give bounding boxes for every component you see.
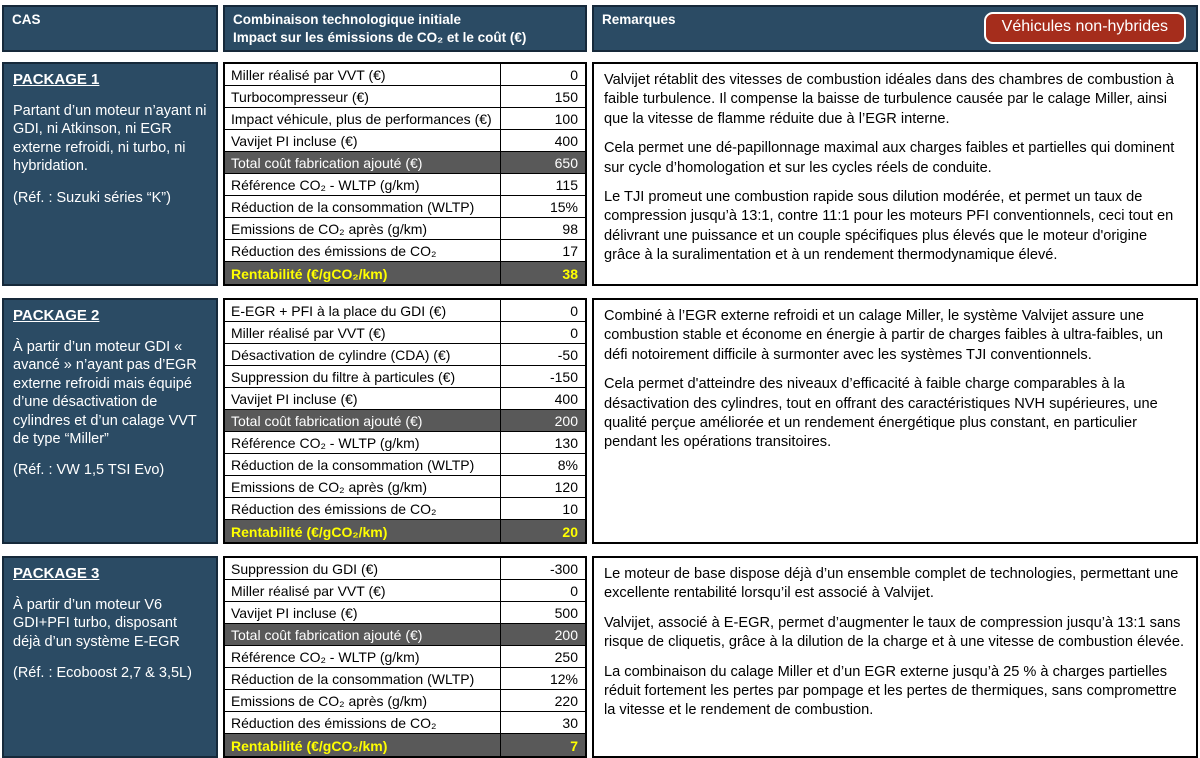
header-combination-line2: Impact sur les émissions de CO₂ et le coût (€) (233, 29, 527, 45)
table-row (225, 322, 585, 344)
table-row (225, 366, 585, 388)
table-row (225, 602, 585, 624)
table-row (225, 108, 585, 130)
row-value: 7 (570, 737, 578, 754)
case-panel (2, 298, 218, 544)
row-label: Total coût fabrication ajouté (€) (225, 410, 501, 431)
table-row (225, 196, 585, 218)
row-label: Rentabilité (€/gCO₂/km) (225, 520, 501, 542)
row-label: Emissions de CO₂ après (g/km) (225, 690, 501, 711)
table-row (225, 558, 585, 580)
table-row (225, 240, 585, 262)
row-label: Total coût fabrication ajouté (€) (225, 624, 501, 645)
row-value: 17 (562, 243, 578, 259)
tech-table (223, 298, 587, 544)
slide-page (2, 0, 1198, 758)
table-header (2, 5, 1198, 49)
row-value: 38 (562, 265, 578, 282)
table-row (225, 300, 585, 322)
table-row (225, 152, 585, 174)
row-value: 120 (554, 479, 578, 495)
remark-paragraph: Le TJI promeut une combustion rapide sous dilution modérée, et permet un taux de compression jusqu’à 13:1, contre 11:1 pour les moteurs PFI conventionnels, ceci tout en délivrant une puissance et un couple spécifiques plus élevés que le moteur d'origine grâce à la suralimentation et à un rendement thermodynamique élevé. (604, 189, 1174, 264)
row-value: 130 (554, 435, 578, 451)
table-row (225, 454, 585, 476)
remark-paragraph: Le moteur de base dispose déjà d’un ensemble complet de technologies, permettant une excellente rentabilité lorsqu’il est associé à Valvijet. (604, 566, 1179, 602)
row-value: 100 (554, 111, 578, 127)
row-label: Miller réalisé par VVT (€) (225, 580, 501, 601)
table-row (225, 624, 585, 646)
row-value: 150 (554, 89, 578, 105)
row-label: Réduction des émissions de CO₂ (225, 712, 501, 733)
row-label: Vavijet PI incluse (€) (225, 388, 501, 409)
header-cas-label: CAS (12, 12, 41, 27)
row-value: 200 (554, 413, 578, 429)
row-label: Emissions de CO₂ après (g/km) (225, 476, 501, 497)
header-remarks (592, 5, 1198, 52)
row-value: 12% (549, 671, 578, 687)
row-value: 115 (555, 177, 578, 193)
row-label: Réduction de la consommation (WLTP) (225, 454, 501, 475)
row-value: -150 (549, 369, 578, 385)
table-row (225, 64, 585, 86)
row-label: Suppression du GDI (€) (225, 558, 501, 579)
row-value: 250 (554, 649, 578, 665)
package-description: À partir d’un moteur V6 GDI+PFI turbo, disposant déjà d’un système E-EGR (13, 597, 180, 650)
row-value: -300 (549, 561, 578, 577)
row-value: 400 (554, 133, 578, 149)
remark-paragraph: Combiné à l’EGR externe refroidi et un calage Miller, le système Valvijet assure une combustion stable et économe en énergie à partir de charges faibles à ultra-faibles, un défi notoirement difficile à surmonter avec les systèmes TJI conventionnels. (604, 308, 1163, 363)
row-value: 8% (557, 457, 578, 473)
table-row (225, 388, 585, 410)
row-label: Réduction des émissions de CO₂ (225, 240, 501, 261)
remark-paragraph: Cela permet d'atteindre des niveaux d’efficacité à faible charge comparables à la désactivation des cylindres, tout en offrant des caractéristiques NVH supérieures, une qualité perçue améliorée et un rendement énergétique plus constant, en particulier pendant les opérations transitoires. (604, 376, 1158, 451)
package-title: PACKAGE 3 (13, 565, 100, 582)
package-section (2, 62, 1198, 286)
case-panel (2, 62, 218, 286)
table-row (225, 344, 585, 366)
row-label: Turbocompresseur (€) (225, 86, 501, 107)
row-value: 0 (570, 583, 578, 599)
table-row (225, 668, 585, 690)
remark-paragraph: Valvijet rétablit des vitesses de combustion idéales dans des chambres de combustion à faible turbulence. Il compense la baisse de turbulence causée par le calage Miller, ainsi que la vitesse de flamme réduite due à l’EGR interne. (604, 72, 1175, 127)
row-value: 200 (554, 627, 578, 643)
row-label: Référence CO₂ - WLTP (g/km) (225, 432, 501, 453)
header-combination (223, 5, 587, 52)
package-title: PACKAGE 1 (13, 71, 100, 88)
table-row (225, 580, 585, 602)
row-value: 15% (549, 199, 578, 215)
case-panel (2, 556, 218, 758)
row-value: 10 (562, 501, 578, 517)
remarks-box (592, 62, 1198, 286)
row-value: 220 (554, 693, 578, 709)
package-section (2, 298, 1198, 544)
tech-table (223, 62, 587, 286)
row-value: 0 (570, 325, 578, 341)
package-section (2, 556, 1198, 758)
table-row (225, 690, 585, 712)
row-value: 0 (570, 303, 578, 319)
table-row (225, 734, 585, 756)
table-row (225, 174, 585, 196)
row-value: 98 (562, 221, 578, 237)
package-reference: (Réf. : VW 1,5 TSI Evo) (13, 462, 165, 479)
row-label: Miller réalisé par VVT (€) (225, 322, 501, 343)
row-value: 30 (562, 715, 578, 731)
row-value: 650 (554, 155, 578, 171)
row-label: E-EGR + PFI à la place du GDI (€) (225, 300, 501, 321)
row-label: Désactivation de cylindre (CDA) (€) (225, 344, 501, 365)
table-row (225, 520, 585, 542)
row-label: Référence CO₂ - WLTP (g/km) (225, 174, 501, 195)
row-value: 20 (562, 523, 578, 540)
package-reference: (Réf. : Suzuki séries “K”) (13, 189, 171, 206)
row-label: Référence CO₂ - WLTP (g/km) (225, 646, 501, 667)
table-row (225, 432, 585, 454)
package-reference: (Réf. : Ecoboost 2,7 & 3,5L) (13, 665, 192, 682)
package-description: Partant d’un moteur n’ayant ni GDI, ni Atkinson, ni EGR externe refroidi, ni turbo, ni hybridation. (13, 103, 207, 175)
row-label: Suppression du filtre à particules (€) (225, 366, 501, 387)
table-row (225, 130, 585, 152)
header-combination-line1: Combinaison technologique initiale (233, 12, 462, 27)
remark-paragraph: La combinaison du calage Miller et d’un EGR externe jusqu’à 25 % à charges partielles réduit fortement les pertes par pompage et les pertes de thermiques, sans compromettre la vitesse et le rendement de combustion. (604, 663, 1177, 719)
row-label: Réduction de la consommation (WLTP) (225, 668, 501, 689)
row-label: Réduction des émissions de CO₂ (225, 498, 501, 519)
row-label: Rentabilité (€/gCO₂/km) (225, 734, 501, 756)
row-label: Vavijet PI incluse (€) (225, 130, 501, 151)
table-row (225, 410, 585, 432)
row-label: Impact véhicule, plus de performances (€) (225, 108, 501, 129)
remarks-box (592, 556, 1198, 758)
row-value: 500 (554, 605, 578, 621)
row-value: 0 (570, 67, 578, 83)
package-description: À partir d’un moteur GDI « avancé » n’ayant pas d’EGR externe refroidi mais équipé d’une désactivation de cylindres et d’un calage VVT de type “Miller” (13, 339, 197, 448)
table-row (225, 646, 585, 668)
row-value: -50 (557, 347, 578, 363)
table-row (225, 712, 585, 734)
non-hybrid-badge: Véhicules non-hybrides (984, 12, 1186, 44)
header-cas (2, 5, 218, 52)
row-label: Vavijet PI incluse (€) (225, 602, 501, 623)
table-row (225, 498, 585, 520)
remark-paragraph: Valvijet, associé à E-EGR, permet d’augmenter le taux de compression jusqu’à 13:1 sans risque de cliquetis, grâce à la dilution de la charge et à une vitesse de combustion élevée. (604, 614, 1185, 651)
row-label: Total coût fabrication ajouté (€) (225, 152, 501, 173)
row-label: Réduction de la consommation (WLTP) (225, 196, 501, 217)
row-label: Rentabilité (€/gCO₂/km) (225, 262, 501, 284)
tech-table (223, 556, 587, 758)
table-row (225, 218, 585, 240)
remark-paragraph: Cela permet une dé-papillonnage maximal aux charges faibles et partielles qui dominent sur cycle d’homologation et sur les cycles réels de conduite. (604, 140, 1175, 176)
row-label: Miller réalisé par VVT (€) (225, 64, 501, 85)
remarks-box (592, 298, 1198, 544)
table-row (225, 86, 585, 108)
table-row (225, 476, 585, 498)
row-value: 400 (554, 391, 578, 407)
package-title: PACKAGE 2 (13, 307, 100, 324)
table-row (225, 262, 585, 284)
row-label: Emissions de CO₂ après (g/km) (225, 218, 501, 239)
header-remarks-label: Remarques (602, 12, 676, 27)
